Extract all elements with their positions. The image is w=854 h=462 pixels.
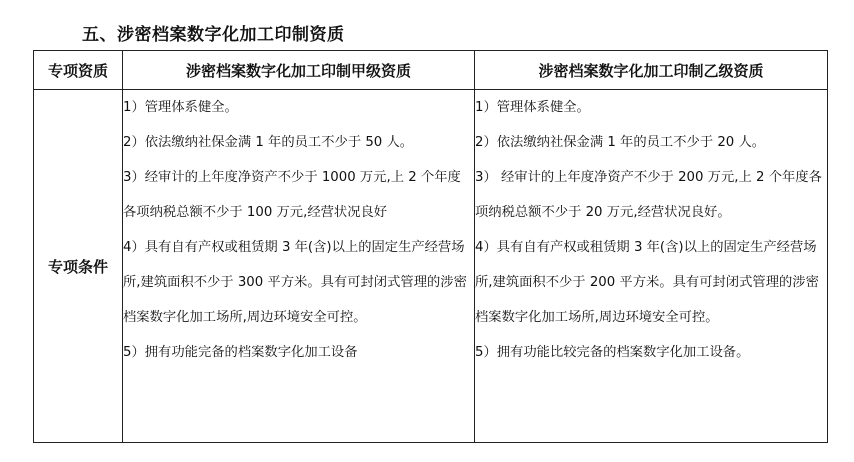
header-special-qualification: 专项资质 xyxy=(34,51,123,90)
header-grade-b: 涉密档案数字化加工印制乙级资质 xyxy=(475,51,828,90)
grade-a-conditions xyxy=(123,90,475,443)
row-label-special-conditions: 专项条件 xyxy=(34,90,123,443)
grade-a-item: 5）拥有功能完备的档案数字化加工设备 xyxy=(123,345,358,360)
header-grade-a: 涉密档案数字化加工印制甲级资质 xyxy=(123,51,475,90)
grade-b-item: 4）具有自有产权或租赁期 3 年(含)以上的固定生产经营场所,建筑面积不少于 200 平方米。具有可封闭式管理的涉密档案数字化加工场所,周边环境安全可控。 xyxy=(475,240,819,325)
table-header-row xyxy=(34,51,828,90)
grade-b-item: 5）拥有功能比较完备的档案数字化加工设备。 xyxy=(475,345,750,360)
grade-b-item: 3） 经审计的上年度净资产不少于 200 万元,上 2 个年度各项纳税总额不少于 20 万元,经营状况良好。 xyxy=(475,170,822,220)
section-title: 五、涉密档案数字化加工印制资质 xyxy=(82,25,345,45)
grade-a-item: 2）依法缴纳社保金满 1 年的员工不少于 50 人。 xyxy=(123,135,414,150)
table-row-special-conditions xyxy=(34,90,828,443)
qualification-table xyxy=(33,50,828,443)
grade-b-item: 1）管理体系健全。 xyxy=(475,100,590,115)
grade-b-item: 2）依法缴纳社保金满 1 年的员工不少于 20 人。 xyxy=(475,135,766,150)
grade-a-item: 3）经审计的上年度净资产不少于 1000 万元,上 2 个年度各项纳税总额不少于 100 万元,经营状况良好 xyxy=(123,170,461,220)
grade-a-item: 4）具有自有产权或租赁期 3 年(含)以上的固定生产经营场所,建筑面积不少于 300 平方米。具有可封闭式管理的涉密档案数字化加工场所,周边环境安全可控。 xyxy=(123,240,467,325)
grade-a-item: 1）管理体系健全。 xyxy=(123,100,238,115)
grade-b-conditions xyxy=(475,90,828,443)
